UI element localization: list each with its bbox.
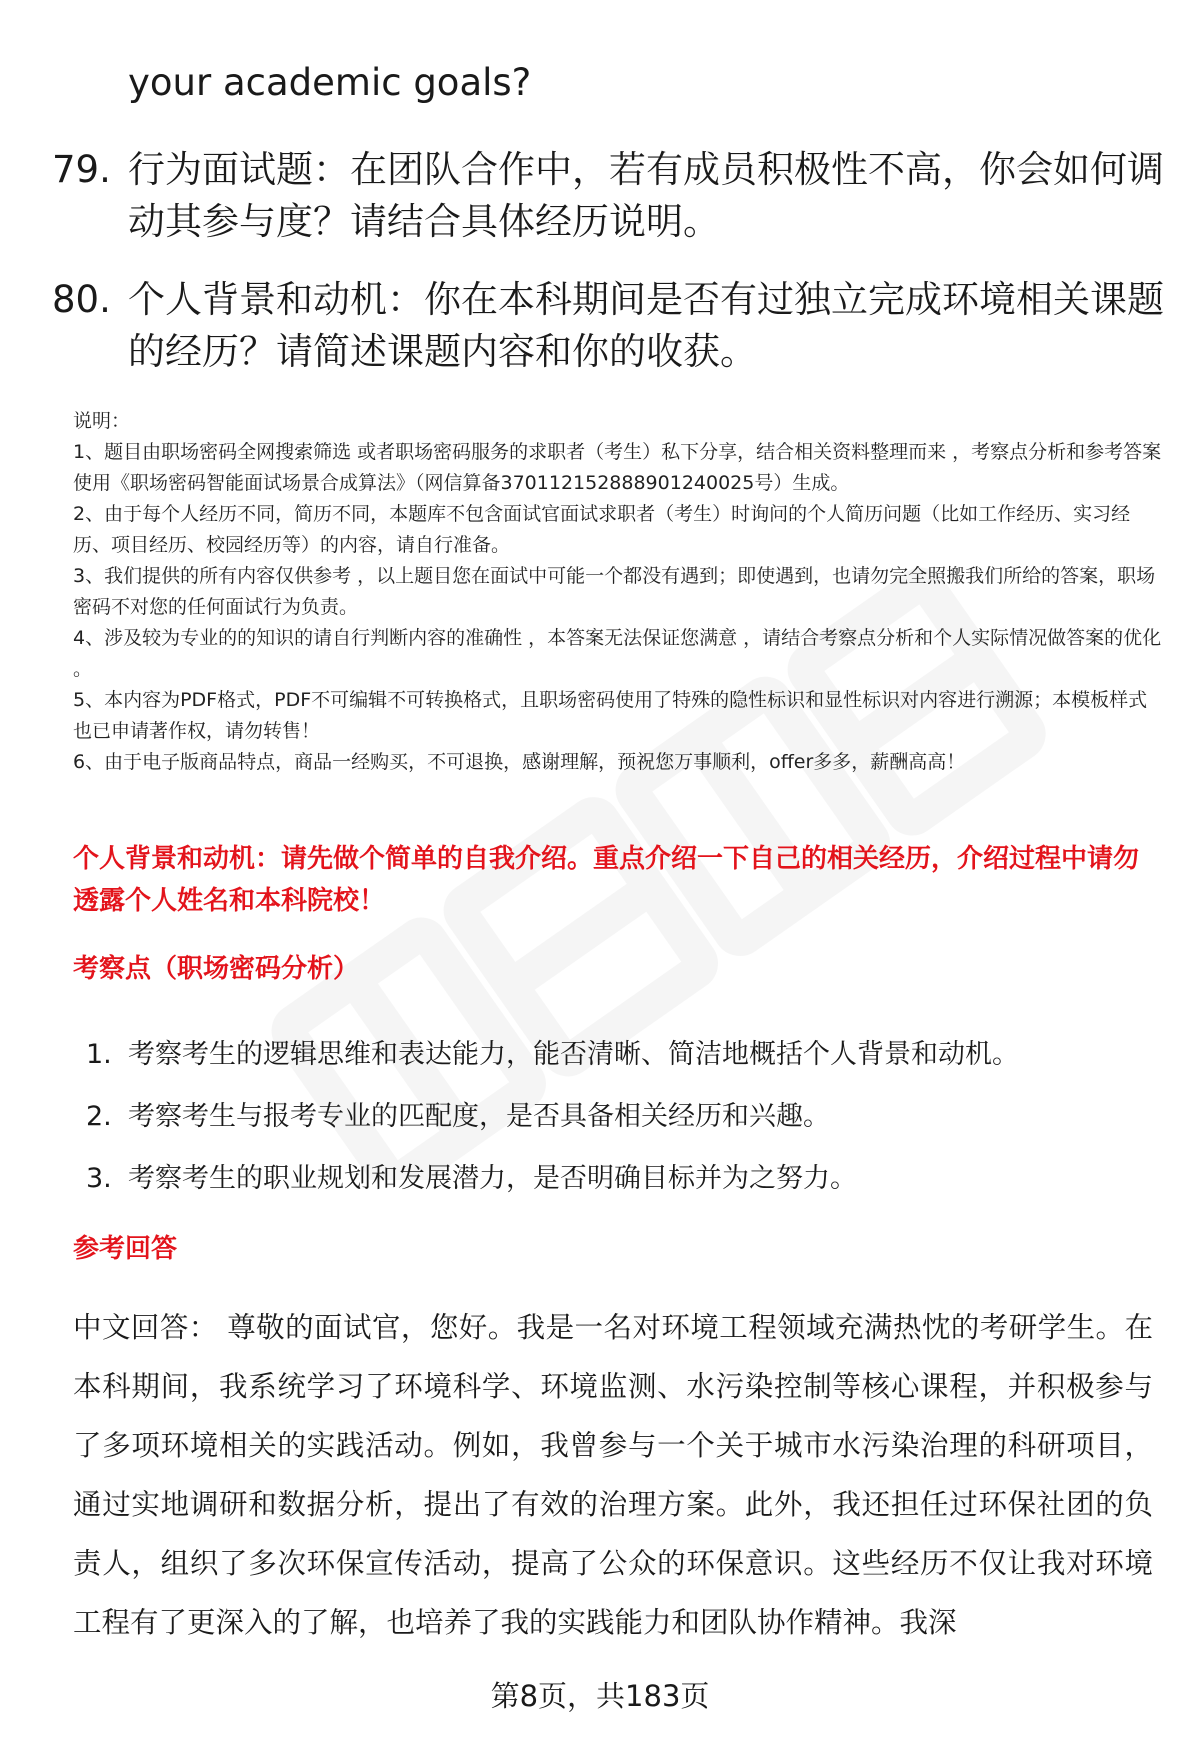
note-item: 3、我们提供的所有内容仅供参考 ，以上题目您在面试中可能一个都没有遇到；即使遇到，也请勿完全照搬我们所给的答案，职场密码不对您的任何面试行为负责。: [73, 565, 1156, 618]
analysis-heading: 考察点（职场密码分析）: [73, 954, 360, 984]
answer-text: 中文回答： 尊敬的面试官，您好。我是一名对环境工程领域充满热忱的考研学生。在本科期间，我系统学习了环境科学、环境监测、水污染控制等核心课程，并积极参与了多项环境相关的实践活动。例如，我曾参与一个关于城市水污染治理的科研项目，通过实地调研和数据分析，提出了有效的治理方案。此外，我还担任过环保社团的负责人，组织了多次环保宣传活动，提高了公众的环保意识。这些经历不仅让我对环境工程有了更深入的了解，也培养了我的实践能力和团队协作精神。我深: [73, 1311, 1153, 1639]
note-item: 1、题目由职场密码全网搜索筛选 或者职场密码服务的求职者（考生）私下分享，结合相关资料整理而来 ，考察点分析和参考答案使用《职场密码智能面试场景合成算法》（网信算备370112152888901240025号）生成。: [73, 441, 1162, 494]
note-item: 4、涉及较为专业的的知识的请自行判断内容的准确性 ，本答案无法保证您满意 ，请结合考察点分析和个人实际情况做答案的优化 。: [73, 627, 1162, 680]
answer-heading: 参考回答: [73, 1234, 178, 1264]
page-footer: 第8页，共183页: [490, 1679, 710, 1713]
analysis-point: [86, 1024, 1146, 1086]
notes-title: 说明：: [73, 410, 131, 432]
analysis-point: [86, 1148, 1146, 1210]
question-number: 79.: [52, 148, 111, 191]
notes-block: [73, 406, 1163, 778]
point-text: 考察考生的职业规划和发展潜力，是否明确目标并为之努力。: [128, 1163, 857, 1194]
note-item: 5、本内容为PDF格式，PDF不可编辑不可转换格式，且职场密码使用了特殊的隐性标识和显性标识对内容进行溯源；本模板样式也已申请著作权，请勿转售！: [73, 689, 1148, 742]
question-text: 行为面试题：在团队合作中，若有成员积极性不高，你会如何调动其参与度？请结合具体经历说明。: [128, 148, 1164, 243]
point-text: 考察考生的逻辑思维和表达能力，能否清晰、简洁地概括个人背景和动机。: [128, 1039, 1019, 1070]
point-text: 考察考生与报考专业的匹配度，是否具备相关经历和兴趣。: [128, 1101, 830, 1132]
analysis-point: [86, 1086, 1146, 1148]
point-number: 1.: [86, 1039, 112, 1070]
note-item: 6、由于电子版商品特点，商品一经购买，不可退换，感谢理解，预祝您万事顺利，offer多多，薪酬高高！: [73, 751, 966, 773]
question-text: 个人背景和动机：你在本科期间是否有过独立完成环境相关课题的经历？请简述课题内容和你的收获。: [128, 278, 1164, 373]
analysis-points: [86, 1024, 1146, 1210]
question-heading: 个人背景和动机：请先做个简单的自我介绍。重点介绍一下自己的相关经历，介绍过程中请勿透露个人姓名和本科院校！: [73, 844, 1140, 916]
point-number: 3.: [86, 1163, 112, 1194]
point-number: 2.: [86, 1101, 112, 1132]
question-continuation: your academic goals?: [128, 61, 532, 104]
note-item: 2、由于每个人经历不同，简历不同，本题库不包含面试官面试求职者（考生）时询问的个人简历问题（比如工作经历、实习经历、项目经历、校园经历等）的内容，请自行准备。: [73, 503, 1131, 556]
question-number: 80.: [52, 278, 111, 321]
